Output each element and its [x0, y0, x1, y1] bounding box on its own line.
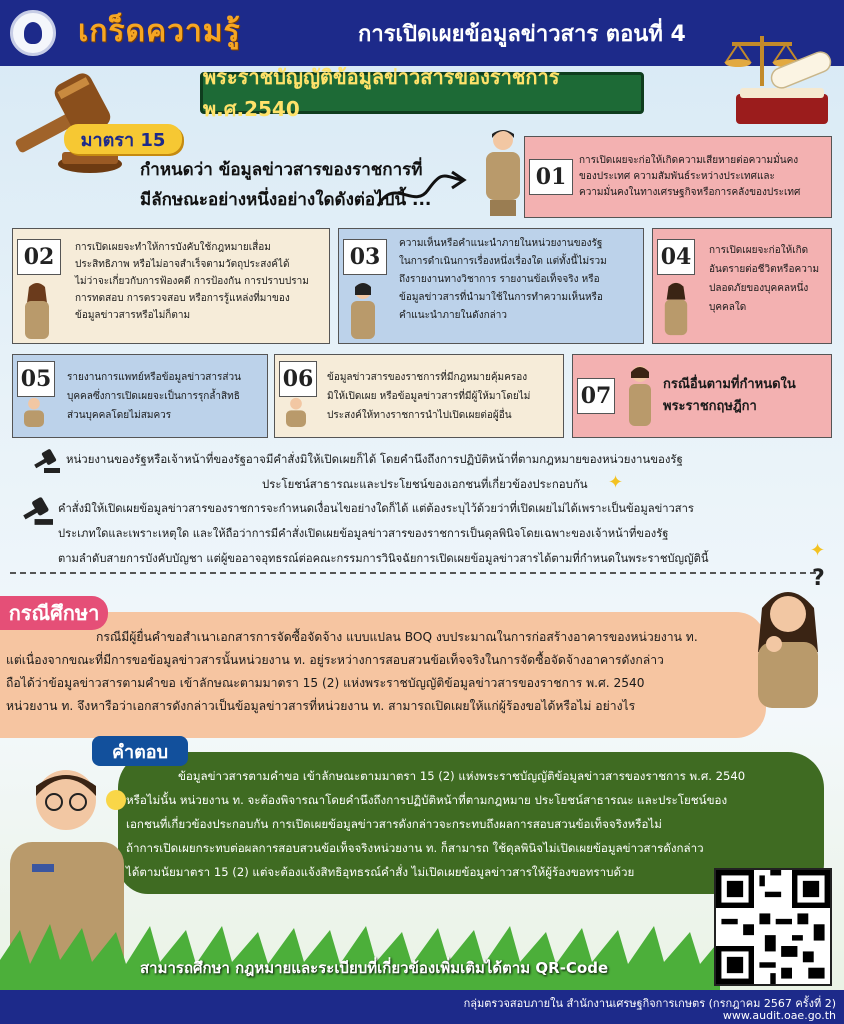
gavel-icon — [6, 68, 126, 178]
section-intro-line: กำหนดว่า ข้อมูลข่าวสารของราชการที่ — [140, 160, 423, 180]
item-number: 05 — [17, 361, 55, 397]
item-line: ในการดำเนินการเรื่องหนึ่งเรื่องใด แต่ทั้งนี้ไม่รวม — [399, 256, 607, 267]
episode-title: การเปิดเผยข้อมูลข่าวสาร ตอนที่ 4 — [358, 22, 686, 47]
item-number: 06 — [279, 361, 317, 397]
item-card-06 — [274, 354, 564, 438]
item-line: ความมั่นคงในทางเศรษฐกิจหรือการคลังของประเทศ — [579, 187, 801, 198]
divider — [10, 572, 816, 574]
note-text: หน่วยงานของรัฐหรือเจ้าหน้าที่ของรัฐอาจมีคำสั่งมิให้เปิดเผยก็ได้ โดยคำนึงถึงการปฏิบัติหน้าที่ตามกฎหมายของหน่วยงานของรัฐ — [66, 452, 683, 466]
item-line: ประสงค์ให้ทางราชการนำไปเปิดเผยต่อผู้อื่น — [327, 409, 512, 421]
item-line: อันตรายต่อชีวิตหรือความ — [709, 264, 820, 275]
officer-icon — [279, 397, 313, 427]
item-number: 07 — [577, 378, 615, 414]
note-text: ประเภทใดและเพราะเหตุใด และให้ถือว่าการมีคำสั่งเปิดเผยข้อมูลข่าวสารของราชการเป็นดุลพินิจโดยเฉพาะของเจ้าหน้าที่ของรัฐ — [58, 527, 669, 540]
case-study-label: กรณีศึกษา — [8, 601, 100, 625]
item-number: 03 — [343, 239, 387, 275]
officer-icon — [476, 126, 530, 218]
item-line: ความเห็นหรือคำแนะนำภายในหน่วยงานของรัฐ — [399, 238, 603, 249]
item-card-05 — [12, 354, 268, 438]
item-line: บุคคลซึ่งการเปิดเผยจะเป็นการรุกล้ำสิทธิ — [67, 390, 240, 402]
item-card-04 — [652, 228, 832, 344]
act-title: พระราชบัญญัติข้อมูลข่าวสารของราชการ พ.ศ.2540 — [203, 65, 560, 121]
gavel-icon — [20, 496, 56, 526]
item-line: การเปิดเผยจะทำให้การบังคับใช้กฎหมายเสื่อม — [75, 242, 271, 253]
item-line: ส่วนบุคคลโดยไม่สมควร — [67, 409, 172, 421]
answer-line: หรือไม่นั้น หน่วยงาน ท. จะต้องพิจารณาโดยคำนึงถึงการปฏิบัติหน้าที่ตามกฎหมาย ประโยชน์สาธารณะ และประโยชน์ของ — [126, 793, 728, 807]
answer-label: คำตอบ — [111, 741, 169, 763]
item-card-01 — [524, 136, 832, 218]
item-line: พระราชกฤษฎีกา — [663, 399, 757, 414]
item-line: มิให้เปิดเผย หรือข้อมูลข่าวสารที่มีผู้ให้มาโดยไม่ — [327, 390, 531, 402]
item-line: รายงานการแพทย์หรือข้อมูลข่าวสารส่วน — [67, 371, 241, 383]
case-study-box — [0, 612, 766, 738]
brand-title: เกร็ดความรู้ — [78, 14, 241, 49]
section-tag — [64, 124, 182, 154]
qr-note: สามารถศึกษา กฎหมายและระเบียบที่เกี่ยวข้องเพิ่มเติมได้ตาม QR-Code — [140, 959, 609, 977]
section-tag-label: มาตรา 15 — [80, 129, 166, 151]
case-study-tag — [0, 596, 108, 630]
sparkle-icon: ✦ — [810, 540, 826, 561]
item-line: ข้อมูลข่าวสารหรือไม่ก็ตาม — [75, 310, 191, 321]
answer-line: ข้อมูลข่าวสารตามคำขอ เข้าลักษณะตามมาตรา 15 (2) แห่งพระราชบัญญัติข้อมูลข่าวสารของราชการ พ.ศ. 2540 — [178, 769, 746, 783]
item-line: กรณีอื่นตามที่กำหนดใน — [663, 377, 796, 392]
item-line: การทดสอบ การตรวจสอบ หรือการรู้แหล่งที่มาของ — [75, 293, 290, 304]
case-line: หน่วยงาน ท. จึงหารือว่าเอกสารดังกล่าวเป็นข้อมูลข่าวสารที่หน่วยงาน ท. สามารถเปิดเผยให้แก่ผู้ร้องขอได้หรือไม่ อย่างไร — [6, 699, 636, 713]
item-line: ข้อมูลข่าวสารของราชการที่มีกฎหมายคุ้มครอง — [327, 371, 528, 383]
officer-icon — [17, 281, 57, 341]
note-text: ตามลำดับสายการบังคับบัญชา แต่ผู้ขออาจอุทธรณ์ต่อคณะกรรมการวินิจฉัยการเปิดเผยข้อมูลข่าวสารได้ตามที่กำหนดในพระราชบัญญัตินี้ — [58, 552, 709, 565]
scales-icon — [722, 28, 838, 138]
answer-line: ถ้าการเปิดเผยกระทบต่อผลการสอบสวนข้อเท็จจริงหน่วยงาน ท. ก็สามารถ ใช้ดุลพินิจไม่เปิดเผยข้อมูลข่าวสารดังกล่าว — [126, 841, 704, 855]
footer-org: กลุ่มตรวจสอบภายใน สำนักงานเศรษฐกิจการเกษตร (กรกฎาคม 2567 ครั้งที่ 2) — [463, 997, 836, 1010]
item-number: 02 — [17, 239, 61, 275]
item-number: 04 — [657, 239, 695, 275]
item-line: ไม่ว่าจะเกี่ยวกับการฟ้องคดี การป้องกัน การปราบปราม — [75, 276, 309, 287]
sparkle-icon: ✦ — [608, 472, 624, 493]
qr-code[interactable] — [714, 868, 832, 986]
section-intro-line: มีลักษณะอย่างหนึ่งอย่างใดดังต่อไปนี้ ... — [140, 190, 432, 210]
note-text: ประโยชน์สาธารณะและประโยชน์ของเอกชนที่เกี่ยวข้องประกอบกัน — [262, 477, 588, 491]
arrow-icon — [374, 166, 470, 212]
item-line: การเปิดเผยจะก่อให้เกิด — [709, 245, 809, 256]
case-line: กรณีมีผู้ยื่นคำขอสำเนาเอกสารการจัดซื้อจัดจ้าง แบบแปลน BOQ งบประมาณในการก่อสร้างอาคารของหน่วยงาน ท. — [96, 630, 698, 644]
officer-icon — [625, 364, 655, 428]
case-line: ถือได้ว่าข้อมูลข่าวสารตามคำขอ เข้าลักษณะตามมาตรา 15 (2) แห่งพระราชบัญญัติข้อมูลข่าวสารของราชการ พ.ศ. 2540 — [6, 676, 645, 690]
answer-line: เอกชนที่เกี่ยวข้องประกอบกัน การเปิดเผยข้อมูลข่าวสารดังกล่าวจะกระทบถึงผลการสอบสวนข้อเท็จจริงหรือไม่ — [126, 817, 662, 831]
emblem-icon — [10, 10, 56, 56]
act-title-banner — [200, 65, 644, 121]
officer-icon — [17, 397, 51, 427]
item-card-03 — [338, 228, 644, 344]
item-card-02 — [12, 228, 330, 344]
item-line: ข้อมูลข่าวสารที่นำมาใช้ในการทำความเห็นหรือ — [399, 292, 603, 303]
item-line: ถึงรายงานทางวิชาการ รายงานข้อเท็จจริง หรือ — [399, 274, 600, 285]
item-line: บุคคลใด — [709, 302, 747, 313]
officer-icon — [657, 281, 695, 337]
item-number: 01 — [529, 159, 573, 195]
item-card-07 — [572, 354, 832, 438]
gavel-icon — [32, 448, 62, 474]
question-icon: ? — [812, 566, 825, 591]
answer-line: ได้ตามนัยมาตรา 15 (2) แต่จะต้องแจ้งสิทธิอุทธรณ์คำสั่ง ไม่เปิดเผยข้อมูลข่าวสารให้ผู้ร้องขอทราบด้วย — [126, 865, 635, 879]
item-line: ของประเทศ ความสัมพันธ์ระหว่างประเทศและ — [579, 171, 775, 182]
item-line: คำแนะนำภายในดังกล่าว — [399, 310, 507, 321]
officer-icon — [343, 281, 383, 341]
case-line: แต่เนื่องจากขณะที่มีการขอข้อมูลข่าวสารนั้นหน่วยงาน ท. อยู่ระหว่างการสอบสวนข้อเท็จจริงในการจัดซื้อจัดจ้างอาคารดังกล่าว — [6, 653, 664, 667]
footer-url[interactable]: www.audit.oae.go.th — [722, 1009, 836, 1022]
item-line: การเปิดเผยจะก่อให้เกิดความเสียหายต่อความมั่นคง — [579, 155, 799, 166]
note-text: คำสั่งมิให้เปิดเผยข้อมูลข่าวสารของราชการจะกำหนดเงื่อนไขอย่างใดก็ได้ แต่ต้องระบุไว้ด้วยว่าที่เปิดเผยไม่ได้เพราะเป็นข้อมูลข่าวสาร — [58, 502, 694, 515]
item-line: ปลอดภัยของบุคคลหนึ่ง — [709, 283, 809, 294]
item-line: ประสิทธิภาพ หรือไม่อาจสำเร็จตามวัตถุประสงค์ได้ — [75, 259, 290, 270]
officer-icon — [744, 582, 832, 710]
